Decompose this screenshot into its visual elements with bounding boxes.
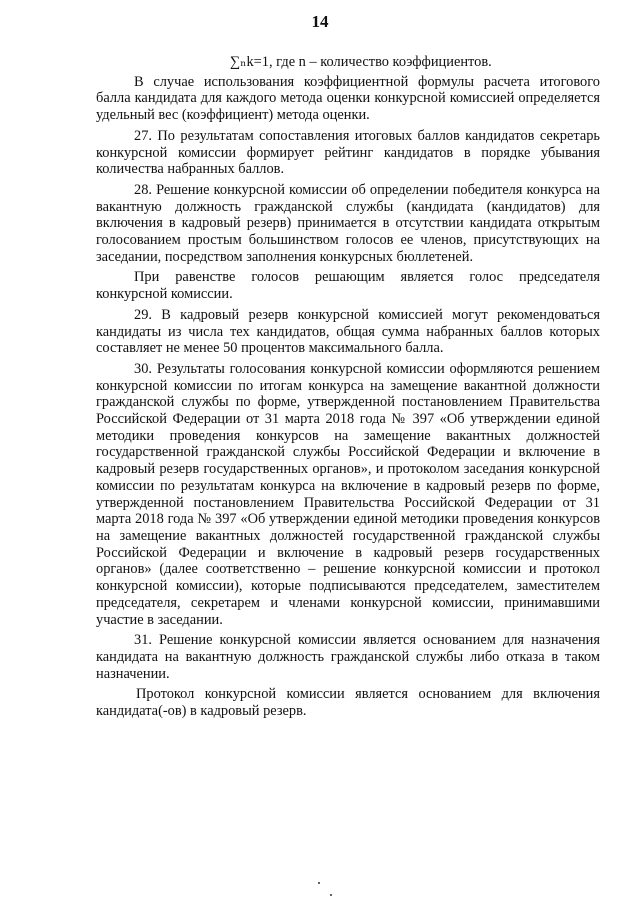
paragraph-28: 28. Решение конкурсной комиссии об определении победителя конкурса на вакантную должность гражданской службы (кандидата (кандидатов) для включения в кадровый резерв) принимается в отсутствии кандидата открытым голосованием простым большинством голосов ее членов, присутствующих на заседании, посредством заполнения конкурсных бюллетеней. [96,181,600,265]
scan-speck-2 [330,894,332,896]
page-number: 14 [311,12,329,31]
paragraph-31: 31. Решение конкурсной комиссии является основанием для назначения кандидата на вакантную должность гражданской службы либо отказа в таком назначении. [96,632,600,682]
paragraph-protocol: Протокол конкурсной комиссии является основанием для включения кандидата(-ов) в кадровый резерв. [96,686,600,720]
scan-speck-1 [318,882,320,884]
paragraph-tie-vote: При равенстве голосов решающим является голос председателя конкурсной комиссии. [96,269,600,303]
paragraph-30: 30. Результаты голосования конкурсной комиссии оформляются решением конкурсной комиссии по итогам конкурса на замещение вакантной должности гражданской службы по форме, утвержденной постановлением Правительства Российской Федерации от 31 марта 2018 года № 397 «Об утверждении единой методики проведения конкурсов на замещение вакантных должностей государственной гражданской службы Российской Федерации и включение в кадровый резерв государственных органов», и протоколом заседания конкурсной комиссии по результатам конкурса на включение в кадровый резерв по форме, утвержденной постановлением Правительства Российской Федерации от 31 марта 2018 года № 397 «Об утверждении единой методики проведения конкурсов на замещение вакантных должностей государственной гражданской службы Российской Федерации и включение в кадровый резерв государственных органов» (далее соответственно – решение конкурсной комиссии и протокол конкурсной комиссии), которые подписываются председателем, заместителем председателя, секретарем и членами конкурсной комиссии, принимавшими участие в заседании. [96,360,600,628]
document-body [96,54,600,724]
paragraph-27: 27. По результатам сопоставления итоговых баллов кандидатов секретарь конкурсной комиссии формирует рейтинг кандидатов в порядке убывания количества набранных баллов. [96,127,600,178]
formula-line: ∑ₙk=1, где n – количество коэффициентов. [230,54,492,70]
paragraph-29: 29. В кадровый резерв конкурсной комиссией могут рекомендоваться кандидаты из числа тех кандидатов, общая сумма набранных баллов которых составляет не менее 50 процентов максимального балла. [96,306,600,357]
paragraph-coefficient-formula: В случае использования коэффициентной формулы расчета итогового балла кандидата для каждого метода оценки конкурсной комиссией определяется удельный вес (коэффициент) метода оценки. [96,73,600,124]
